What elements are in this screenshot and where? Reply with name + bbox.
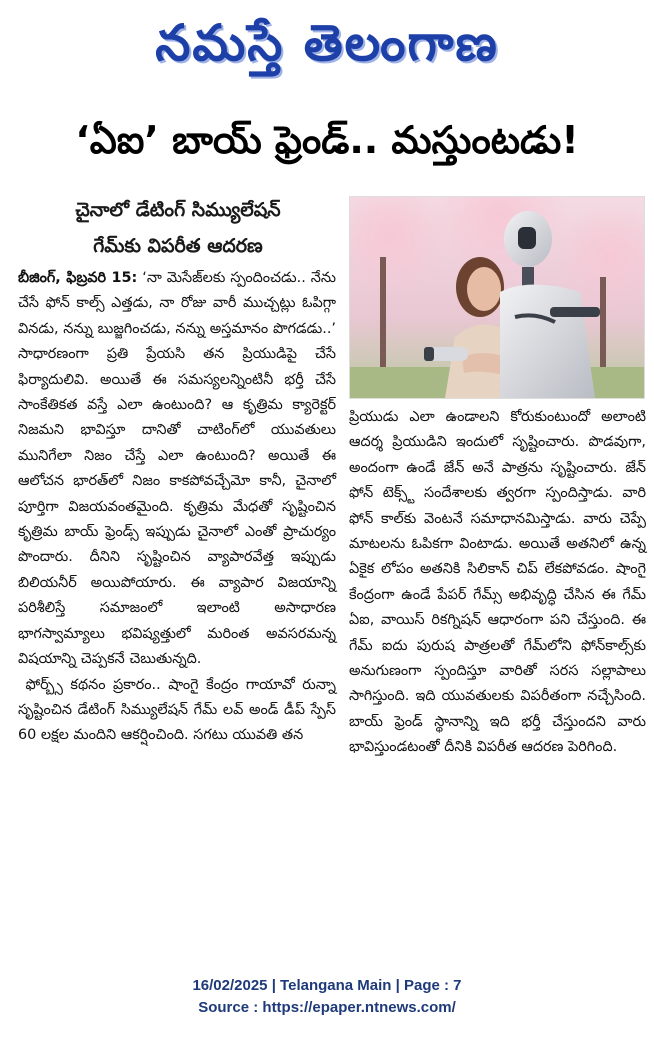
article-column-1 [18, 266, 336, 749]
article-body-text: ప్రియుడు ఎలా ఉండాలని కోరుకుంటుందో అలాంటి ఆదర్శ ప్రియుడిని ఇందులో సృష్టించారు. పొడవుగా, అందంగా ఉండే జేన్ అనే పాత్రను సృష్టించారు. జేన్ ఫోన్ టెక్స్ట్ సందేశాలకు త్వరగా స్పందిస్తాడు. వారి ఫోన్ కాల్‌కు వెంటనే సమాధానమిస్తాడు. వారు చెప్పే మాటలను ఓపికగా వింటాడు. అయితే అతనిలో ఉన్న ఏకైక లోపం అతనికి సిలికాన్ చిప్ లేకపోవడం. షాంగై కేంద్రంగా ఉండే పేపర్ గేమ్స్ అభివృద్ధి చేసిన ఈ గేమ్ ఏఐ, వాయిస్ రికగ్నిషన్ ఆధారంగా పని చేస్తుంది. ఈ గేమ్ ఐదు పురుష పాత్రలతో గేమ్‌లోని ఫోన్‌కాల్స్‌కు అనుగుణంగా స్పందిస్తూ వారితో సరస సల్లాపాలు సాగిస్తుంది. ఇది యువతులకు విపరీతంగా నచ్చేసింది. బాయ్ ఫ్రెండ్ స్థానాన్ని ఇది భర్తీ చేస్తుందని వారు భావిస్తుండటంతో దీనికి విపరీత ఆదరణ పెరిగింది. [349, 409, 646, 756]
woman-hugging-robot-image [350, 197, 644, 398]
masthead-title: నమస్తే తెలంగాణ [155, 13, 499, 72]
subheadline-line-1: చైనాలో డేటింగ్ సిమ్యులేషన్ [75, 199, 281, 221]
article-paragraph [18, 266, 336, 673]
edition-info: 16/02/2025 | Telangana Main | Page : 7 [192, 977, 462, 994]
article-subheadline [18, 192, 338, 264]
source-link[interactable]: Source : https://epaper.ntnews.com/ [198, 999, 456, 1016]
article-photo [349, 196, 645, 399]
newspaper-masthead [0, 8, 654, 78]
article-body-text: ‘నా మెసేజ్‌లకు స్పందించడు.. నేను చేసే ఫోన్ కాల్స్ ఎత్తడు, నా రోజు వారీ ముచ్చట్లు ఓపిగ్గా వినడు, నన్ను బుజ్జగించడు, నన్ను అస్తమానం పొగడడు..’ సాధారణంగా ప్రతి ప్రేయసి తన ప్రియుడిపై చేసే ఫిర్యాదులివి. అయితే ఈ సమస్యలన్నింటినీ భర్తీ చేసే సాంకేతికత వస్తే ఎలా ఉంటుంది? ఆ కృత్రిమ క్యారెక్టర్ నిజమని భావిస్తూ దానితో చాటింగ్‌లో యువతులు మునిగేలా నిజం చేస్తే ఎలా ఉంటుంది? అయితే ఈ ఆలోచన భారత్‌లో నిజం కాకపోవచ్చేమో కానీ, చైనాలో పూర్తిగా విజయవంతమైంది. కృత్రిమ మేధతో సృష్టించిన కృత్రిమ బాయ్ ఫ్రెండ్స్ ఇప్పుడు చైనాలో ఎంతో ప్రాచుర్యం పొందారు. దీనిని సృష్టించిన వ్యాపారవేత్త ఇప్పుడు బిలియనీర్ అయిపోయారు. ఈ వ్యాపార విజయాన్ని పరిశీలిస్తే సమాజంలో ఇలాంటి అసాధారణ భాగస్వామ్యాలు భవిష్యత్తులో మరింత అవసరమన్న విషయాన్ని చెప్పకనే చెబుతున్నది. [18, 270, 336, 668]
article-paragraph [18, 673, 336, 749]
article-dateline: బీజింగ్, ఫిబ్రవరి 15: [18, 270, 138, 286]
article-headline: ‘ఏఐ’ బాయ్ ఫ్రెండ్.. మస్తుంటడు! [75, 118, 579, 162]
article-column-2 [349, 405, 646, 761]
subheadline-line-2: గేమ్‌కు విపరీత ఆదరణ [93, 235, 263, 257]
article-body-text: ఫోర్బ్స్ కథనం ప్రకారం.. షాంగై కేంద్రం గాయావో రున్నా సృష్టించిన డేటింగ్ సిమ్యులేషన్ గేమ్ లవ్ అండ్ డీప్ స్పేస్ 60 లక్షల మందిని ఆకర్షించింది. సగటు యువతి తన [18, 676, 336, 744]
